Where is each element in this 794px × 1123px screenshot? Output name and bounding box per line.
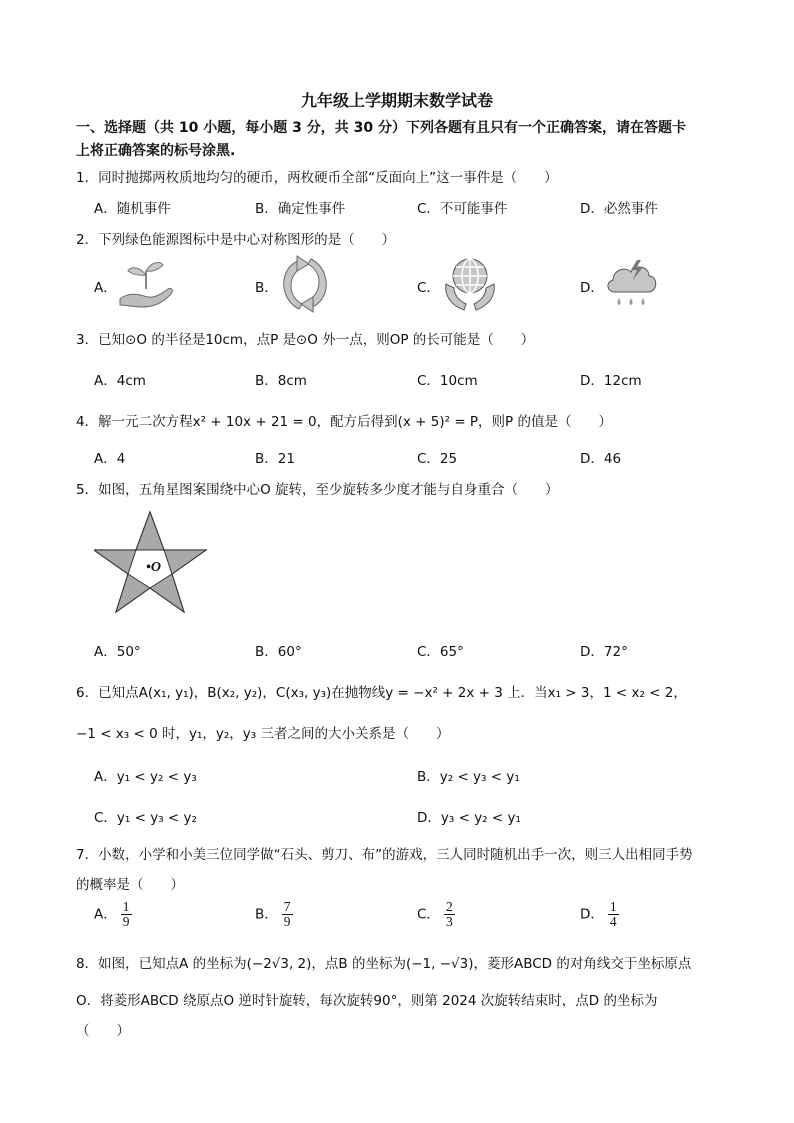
q4-option-c: C．25 xyxy=(417,451,458,467)
storm-cloud-icon xyxy=(603,256,661,312)
q3-option-c: C．10cm xyxy=(417,373,478,389)
q6-option-c: C．y₁ < y₃ < y₂ xyxy=(94,810,197,826)
q7-option-d-denominator: 4 xyxy=(609,914,617,929)
question-8-line1: 8．如图，已知点A 的坐标为(−2√3, 2)，点B 的坐标为(−1, −√3)，菱形ABCD 的对角线交于坐标原点 xyxy=(76,956,692,972)
q7-option-b-numerator: 7 xyxy=(283,899,291,914)
question-7-line1: 7．小数，小学和小美三位同学做“石头、剪刀、布”的游戏，三人同时随机出手一次，则三人出相同手势 xyxy=(76,847,693,863)
question-1-stem: 1．同时抛掷两枚质地均匀的硬币，两枚硬币全部“反面向上”这一事件是（ ） xyxy=(76,170,558,186)
q7-option-b xyxy=(255,900,293,929)
q1-option-c: C．不可能事件 xyxy=(417,201,508,217)
section-heading-line1: 一、选择题（共 10 小题，每小题 3 分，共 30 分）下列各题有且只有一个正确答案，请在答题卡 xyxy=(76,120,686,136)
question-6-line2: −1 < x₃ < 0 时，y₁，y₂，y₃ 三者之间的大小关系是（ ） xyxy=(76,726,450,742)
question-8-line3: （ ） xyxy=(76,1023,130,1039)
q3-option-b: B．8cm xyxy=(255,373,307,389)
question-5-stem: 5．如图，五角星图案围绕中心O 旋转，至少旋转多少度才能与自身重合（ ） xyxy=(76,482,559,498)
question-7-line2: 的概率是（ ） xyxy=(76,877,184,893)
plant-in-hand-icon xyxy=(116,255,176,313)
q7-option-a-denominator: 9 xyxy=(122,914,130,929)
q2-option-d-label: D． xyxy=(580,280,604,296)
q1-option-b: B．确定性事件 xyxy=(255,201,346,217)
q4-option-a: A．4 xyxy=(94,451,126,467)
q7-option-d-label: D． xyxy=(580,906,604,923)
q2-option-c-label: C． xyxy=(417,280,440,296)
question-3-stem: 3．已知⊙O 的半径是10cm，点P 是⊙O 外一点，则OP 的长可能是（ ） xyxy=(76,332,535,348)
q7-option-a-label: A． xyxy=(94,906,117,923)
q1-option-d: D．必然事件 xyxy=(580,201,658,217)
question-6-line1: 6．已知点A(x₁, y₁)，B(x₂, y₂)，C(x₃, y₃)在抛物线y = −x² + 2x + 3 上．当x₁ > 3，1 < x₂ < 2， xyxy=(76,685,687,701)
question-2-stem: 2．下列绿色能源图标中是中心对称图形的是（ ） xyxy=(76,232,396,248)
q7-option-d-numerator: 1 xyxy=(609,899,617,914)
q7-option-c-label: C． xyxy=(417,906,440,923)
q3-option-d: D．12cm xyxy=(580,373,642,389)
globe-in-hands-icon xyxy=(440,254,500,314)
page-title: 九年级上学期期末数学试卷 xyxy=(300,91,493,110)
q7-option-c xyxy=(417,900,455,929)
q4-option-d: D．46 xyxy=(580,451,622,467)
q2-option-a-label: A． xyxy=(94,280,117,296)
q7-option-a-numerator: 1 xyxy=(122,899,130,914)
q7-option-b-denominator: 9 xyxy=(283,914,291,929)
q6-option-b: B．y₂ < y₃ < y₁ xyxy=(417,769,520,785)
q5-option-a: A．50° xyxy=(94,644,141,660)
q7-option-c-numerator: 2 xyxy=(445,899,453,914)
q5-option-c: C．65° xyxy=(417,644,464,660)
q4-option-b: B．21 xyxy=(255,451,295,467)
q7-option-a xyxy=(94,900,132,929)
q5-option-d: D．72° xyxy=(580,644,628,660)
recycle-arrows-icon xyxy=(277,254,333,314)
q6-option-d: D．y₃ < y₂ < y₁ xyxy=(417,810,521,826)
q6-option-a: A．y₁ < y₂ < y₃ xyxy=(94,769,197,785)
question-8-line2: O．将菱形ABCD 绕原点O 逆时针旋转，每次旋转90°，则第 2024 次旋转结束时，点D 的坐标为 xyxy=(76,993,658,1009)
q7-option-d xyxy=(580,900,619,929)
q7-option-c-denominator: 3 xyxy=(445,914,453,929)
question-4-stem: 4．解一元二次方程x² + 10x + 21 = 0，配方后得到(x + 5)² = P，则P 的值是（ ） xyxy=(76,414,612,430)
q5-option-b: B．60° xyxy=(255,644,302,660)
q7-option-b-label: B． xyxy=(255,906,278,923)
star-center-label: •O xyxy=(146,560,162,575)
section-heading-line2: 上将正确答案的标号涂黑. xyxy=(76,143,236,159)
q2-option-b-label: B． xyxy=(255,280,278,296)
q1-option-a: A．随机事件 xyxy=(94,201,171,217)
q3-option-a: A．4cm xyxy=(94,373,146,389)
